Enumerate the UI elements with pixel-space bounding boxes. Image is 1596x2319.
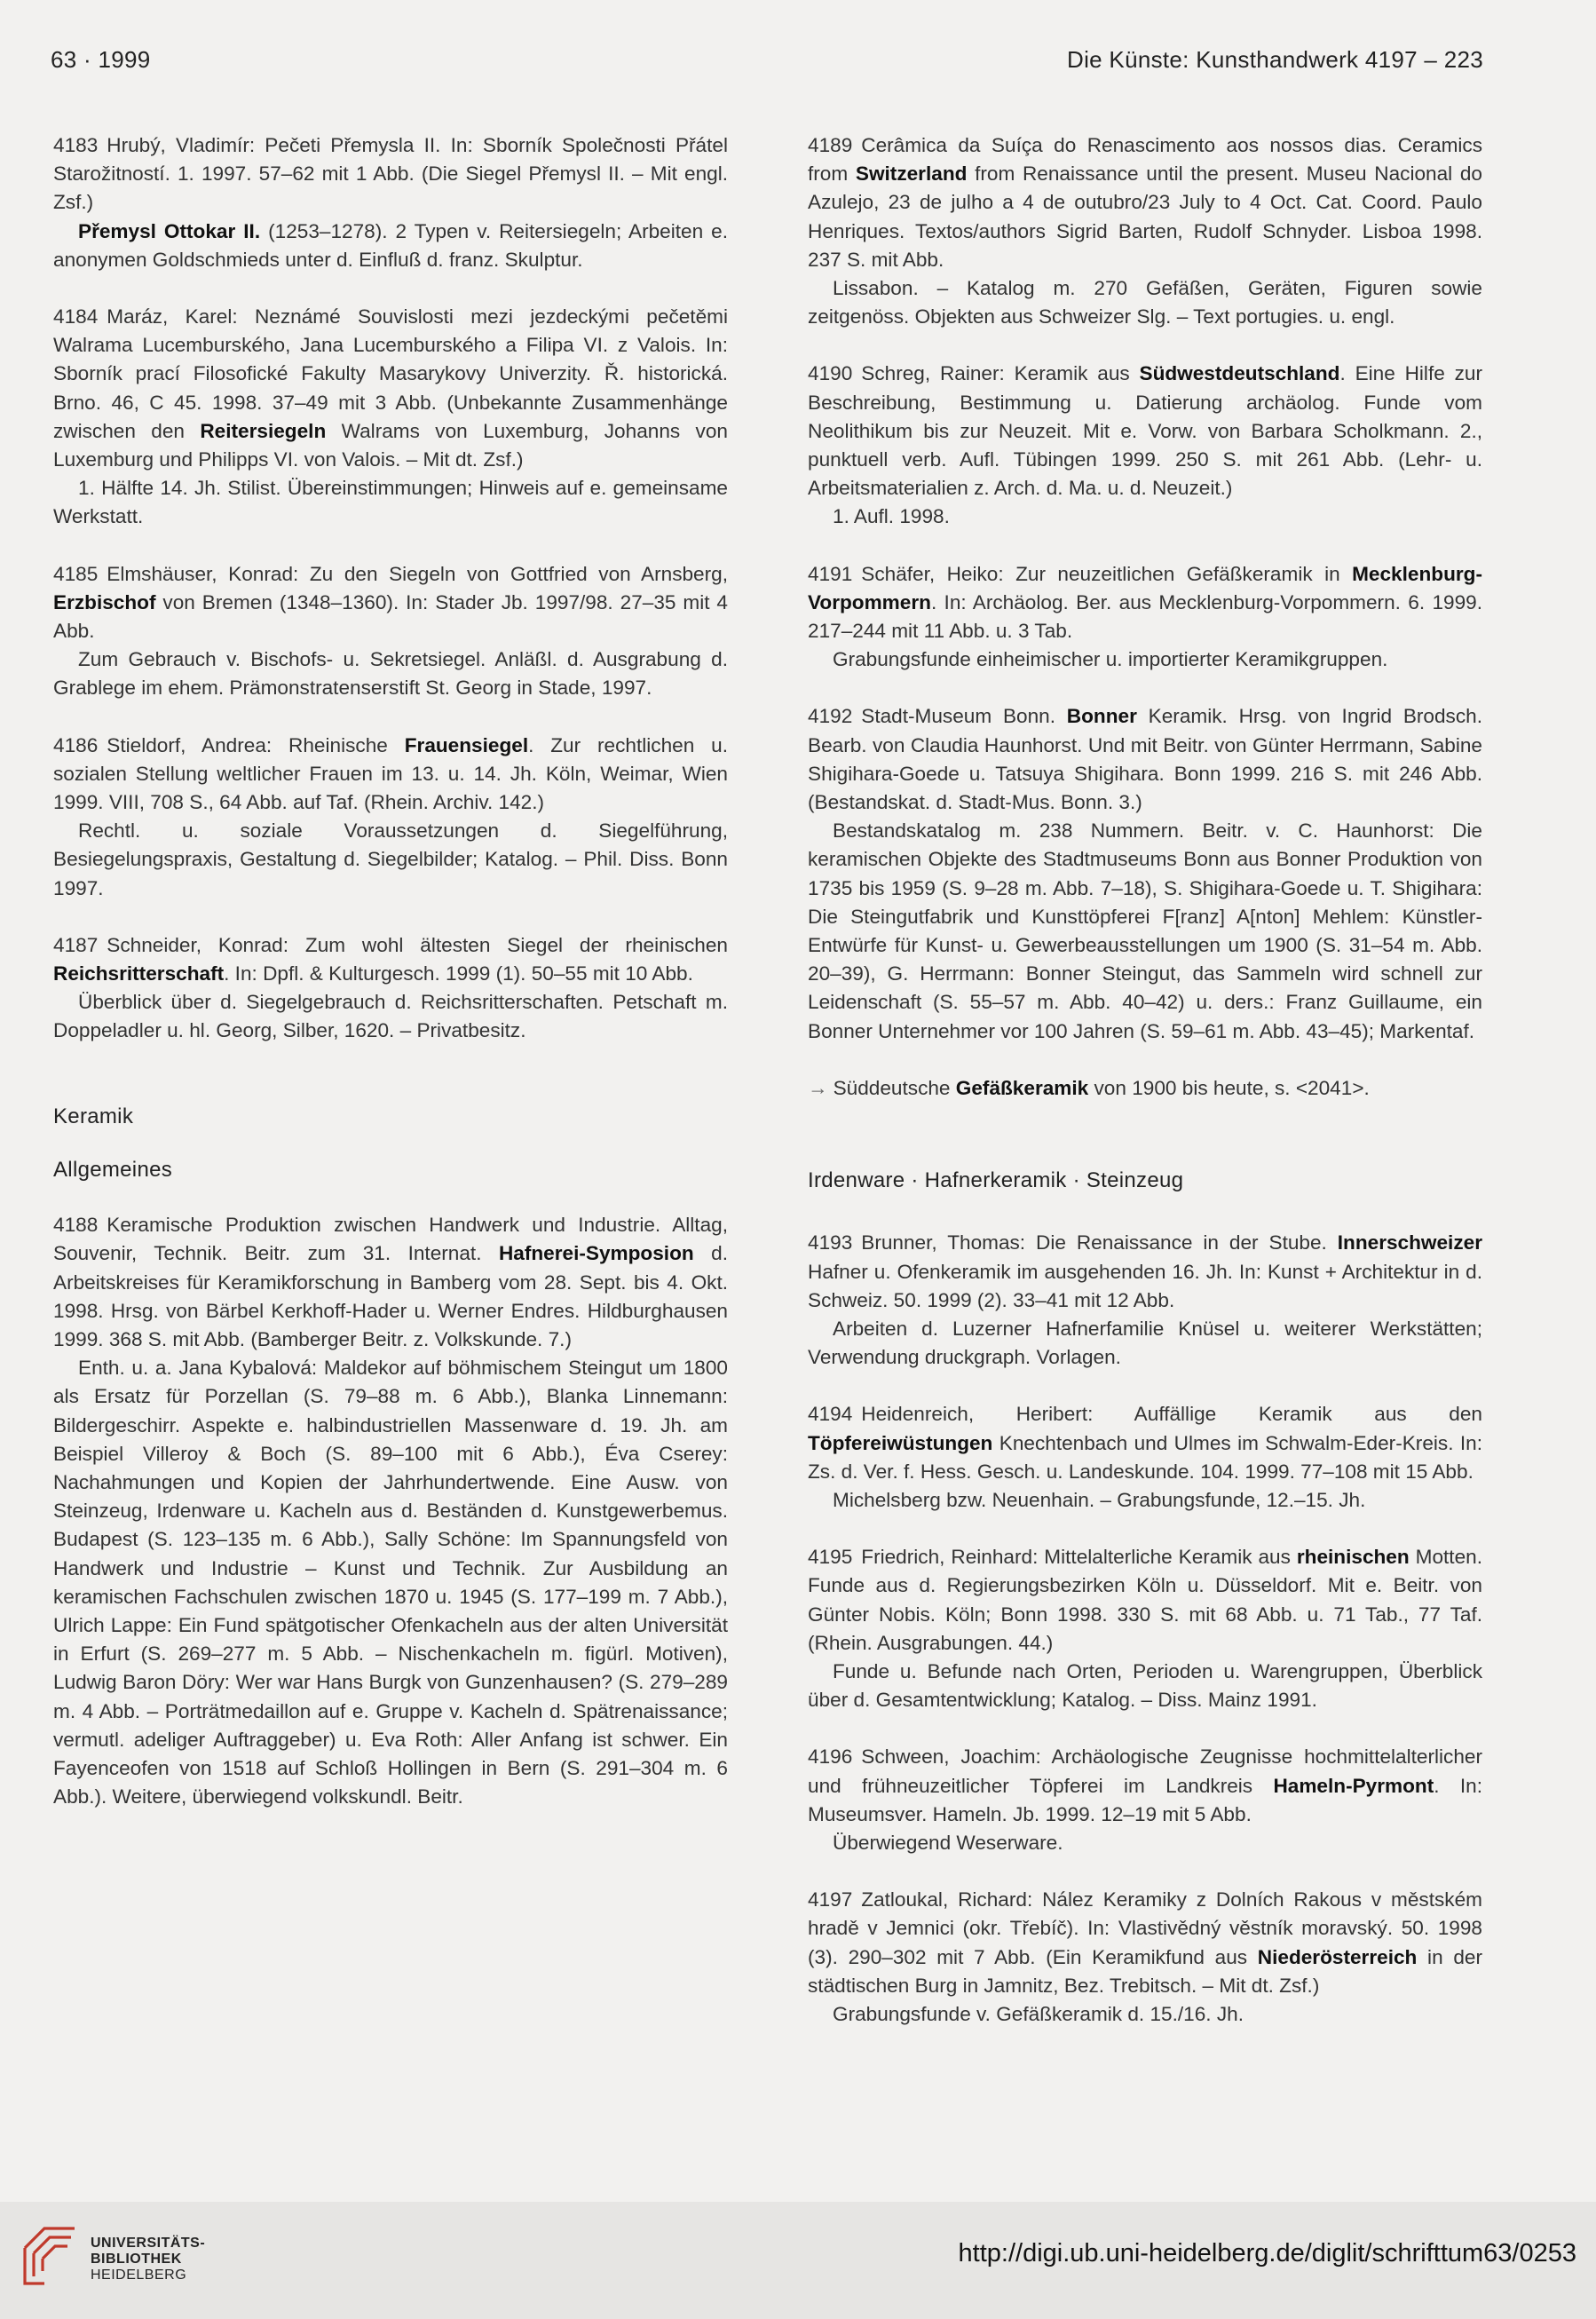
entry-number: 4193: [808, 1231, 853, 1254]
entry-number: 4192: [808, 705, 853, 728]
entry-citation: Schäfer, Heiko: Zur neuzeitlichen Gefäßkeramik in: [861, 562, 1353, 585]
entry-number: 4191: [808, 562, 853, 585]
entry-citation-end: . In: Museumsver. Hameln. Jb. 1999. 12–19 mit 5 Abb.: [808, 1774, 1482, 1825]
bib-entry-4191: [808, 560, 1482, 675]
entry-citation: Cerâmica da Suíça do Renascimento aos nossos dias. Ceramics from: [808, 134, 1482, 186]
entry-keyword: Reitersiegeln: [200, 419, 327, 442]
section-heading-keramik: Keramik: [53, 1104, 134, 1128]
bib-entry-4197: [808, 1886, 1482, 2029]
entry-keyword: Hafnerei-Symposion: [498, 1242, 694, 1265]
crossref-keyword: Gefäßkeramik: [955, 1076, 1089, 1099]
right-column: [808, 131, 1482, 2057]
entry-keyword: Südwestdeutschland: [1139, 362, 1340, 385]
entry-keyword: Innerschweizer: [1337, 1231, 1482, 1254]
entry-keyword: Niederösterreich: [1257, 1945, 1418, 1968]
entry-annotation: Überwiegend Weserware.: [833, 1831, 1063, 1854]
entry-annotation: Arbeiten d. Luzerner Hafnerfamilie Knüsel u. weiterer Werkstätten; Verwendung druckgraph. Vorlagen.: [808, 1317, 1482, 1369]
entry-annotation: Grabungsfunde v. Gefäßkeramik d. 15./16. Jh.: [833, 2002, 1244, 2025]
entry-annotation: Lissabon. – Katalog m. 270 Gefäßen, Geräten, Figuren sowie zeitgenöss. Objekten aus Schweizer Slg. – Text portugies. u. engl.: [808, 277, 1482, 328]
entry-annotation: Überblick über d. Siegelgebrauch d. Reichsritterschaften. Petschaft m. Doppeladler u. hl. Georg, Silber, 1620. – Privatbesitz.: [53, 991, 728, 1042]
entry-citation-end: Hafner u. Ofenkeramik im ausgehenden 16. Jh. In: Kunst + Architektur in d. Schweiz. 50. 1999 (2). 33–41 mit 12 Abb.: [808, 1260, 1482, 1311]
bib-entry-4183: [53, 131, 728, 274]
entry-number: 4194: [808, 1403, 853, 1426]
entry-citation-end: Motten. Funde aus d. Regierungsbezirken Köln u. Düsseldorf. Mit e. Beitr. von Günter Nobis. Köln; Bonn 1998. 330 S. mit 68 Abb. u. 71 Tab., 77 Taf. (Rhein. Ausgrabungen. 44.): [808, 1546, 1482, 1654]
entry-annotation: Enth. u. a. Jana Kybalová: Maldekor auf böhmischem Steingut um 1800 als Ersatz für Porzellan (S. 79–88 m. 6 Abb.), Blanka Linnemann: Bildergeschirr. Aspekte e. halbindustriellen Massenware d. 19. Jh. am Beispiel Villeroy & Boch (S. 89–100 mit 6 Abb.), Éva Cserey: Nachahmungen und Kopien der Jahrhundertwende. Eine Ausw. von Steinzeug, Irdenware u. Kacheln aus d. Beständen d. Kunstgewerbemus. Budapest (S. 123–135 m. 6 Abb.), Sally Schöne: Im Spannungsfeld von Handwerk und Industrie – Kunst und Technik. Zur Ausbildung an keramischen Fachschulen zwischen 1870 u. 1945 (S. 177–199 m. 7 Abb.), Ulrich Lappe: Ein Fund spätgotischer Ofenkacheln aus der alten Universität in Erfurt (S. 269–277 m. 5 Abb. – Nischenkacheln m. figürl. Motiven), Ludwig Baron Döry: Wer war Hans Burgk von Gunzenhausen? (S. 279–289 m. 4 Abb. – Porträtmedaillon auf e. Gruppe v. Kacheln d. Spätrenaissance; vermutl. adeliger Auftraggeber) u. Eva Roth: Aller Anfang ist schwer. Ein Fayenceofen von 1518 auf Schloß Hollingen in Bern (S. 291–304 m. 6 Abb.). Weitere, überwiegend volkskundl. Beitr.: [53, 1357, 728, 1809]
entry-annotation: Michelsberg bzw. Neuenhain. – Grabungsfunde, 12.–15. Jh.: [833, 1488, 1366, 1511]
entry-citation-end: in der städtischen Burg in Jamnitz, Bez. Trebitsch. – Mit dt. Zsf.): [808, 1945, 1482, 1997]
entry-citation: Stadt-Museum Bonn.: [861, 705, 1067, 728]
library-logo-icon: [18, 2221, 82, 2289]
entry-keyword: Hameln-Pyrmont: [1273, 1774, 1434, 1797]
entry-citation: Schween, Joachim: Archäologische Zeugnisse hochmittelalterlicher und frühneuzeitlicher Töpferei im Landkreis: [808, 1745, 1482, 1797]
entry-keyword: Mecklenburg-Vorpommern: [808, 562, 1482, 613]
library-name: [91, 2236, 205, 2283]
entry-annotation: 1. Hälfte 14. Jh. Stilist. Übereinstimmungen; Hinweis auf e. gemeinsame Werkstatt.: [53, 477, 728, 528]
entry-number: 4188: [53, 1214, 99, 1237]
bib-entry-4187: [53, 931, 728, 1046]
entry-keyword: Frauensiegel: [404, 733, 529, 756]
entry-citation: Schneider, Konrad: Zum wohl ältesten Siegel der rheinischen: [107, 933, 728, 956]
entry-keyword: rheinischen: [1296, 1546, 1410, 1569]
entry-number: 4186: [53, 733, 99, 756]
entry-citation: Zatloukal, Richard: Nález Keramiky z Dolních Rakous v městském hradě v Jemnici (okr. Třebíč). In: Vlastivědný věstník moravský. 50. 1998 (3). 290–302 mit 7 Abb. (Ein Keramikfund aus: [808, 1888, 1482, 1968]
entry-annotation: Rechtl. u. soziale Voraussetzungen d. Siegelführung, Besiegelungspraxis, Gestaltung d. Siegelbilder; Katalog. – Phil. Diss. Bonn 1997.: [53, 819, 728, 899]
library-name-line3: HEIDELBERG: [91, 2268, 187, 2283]
entry-number: 4183: [53, 134, 99, 156]
entry-number: 4189: [808, 134, 853, 156]
entry-citation: Keramische Produktion zwischen Handwerk und Industrie. Alltag, Souvenir, Technik. Beitr. zum 31. Internat.: [53, 1214, 728, 1265]
bib-entry-4185: [53, 560, 728, 703]
bib-entry-4194: [808, 1400, 1482, 1515]
bib-entry-4190: [808, 360, 1482, 531]
bib-entry-4196: [808, 1743, 1482, 1857]
left-column: [53, 131, 728, 1840]
bib-entry-4186: [53, 732, 728, 903]
entry-keyword: Erzbischof: [53, 590, 156, 613]
entry-citation: Schreg, Rainer: Keramik aus: [861, 362, 1140, 385]
entry-number: 4190: [808, 362, 853, 385]
entry-citation-end: d. Arbeitskreises für Keramikforschung in Bamberg vom 28. Sept. bis 4. Okt. 1998. Hrsg. von Bärbel Kerkhoff-Hader u. Werner Endres. Hildburghausen 1999. 368 S. mit Abb. (Bamberger Beitr. z. Volkskunde. 7.): [53, 1242, 728, 1350]
entry-annotation: 1. Aufl. 1998.: [833, 505, 950, 528]
entry-keyword: Töpfereiwüstungen: [808, 1431, 993, 1454]
entry-citation: Heidenreich, Heribert: Auffällige Keramik aus den: [861, 1403, 1482, 1426]
entry-citation-end: . In: Archäolog. Ber. aus Mecklenburg-Vorpommern. 6. 1999. 217–244 mit 11 Abb. u. 3 Tab.: [808, 590, 1482, 643]
running-head-left: 63 · 1999: [51, 46, 151, 73]
entry-number: 4197: [808, 1888, 853, 1911]
entry-citation: Elmshäuser, Konrad: Zu den Siegeln von Gottfried von Arnsberg,: [107, 562, 728, 585]
entry-annotation: Funde u. Befunde nach Orten, Perioden u. Warengruppen, Überblick über d. Gesamtentwicklung; Katalog. – Diss. Mainz 1991.: [808, 1659, 1482, 1712]
library-name-line1: UNIVERSITÄTS-: [91, 2236, 206, 2251]
entry-citation-end: . Zur rechtlichen u. sozialen Stellung weltlicher Frauen im 13. u. 14. Jh. Köln, Weimar, Wien 1999. VIII, 708 S., 64 Abb. auf Taf. (Rhein. Archiv. 142.): [53, 733, 728, 814]
entry-citation: Stieldorf, Andrea: Rheinische: [107, 733, 405, 756]
entry-citation-end: . Eine Hilfe zur Beschreibung, Bestimmung u. Datierung archäolog. Funde vom Neolithikum bis zur Neuzeit. Mit e. Vorw. von Barbara Scholkmann. 2., punktuell verb. Aufl. Tübingen 1999. 250 S. mit 261 Abb. (Lehr- u. Arbeitsmaterialien z. Arch. d. Ma. u. d. Neuzeit.): [808, 362, 1482, 500]
entry-number: 4187: [53, 933, 99, 956]
entry-number: 4195: [808, 1546, 853, 1569]
entry-number: 4196: [808, 1745, 853, 1769]
bib-entry-4192: [808, 702, 1482, 1045]
library-name-line2: BIBLIOTHEK: [91, 2252, 182, 2267]
entry-citation: Hrubý, Vladimír: Pečeti Přemysla II. In: Sborník Společnosti Přátel Starožitností. 1. 1997. 57–62 mit 1 Abb. (Die Siegel Přemysl II. – Mit engl. Zsf.): [53, 134, 728, 214]
entry-annotation: Grabungsfunde einheimischer u. importierter Keramikgruppen.: [833, 648, 1388, 671]
entry-number: 4184: [53, 305, 99, 328]
subsection-heading-allgemeines: Allgemeines: [53, 1157, 173, 1182]
entry-citation: Maráz, Karel: Neznámé Souvislosti mezi jezdeckými pečetěmi Walrama Lucemburského, Jana Lucemburského a Filipa VI. z Valois. In: Sborník prací Filosofické Fakulty Masarykovy Univerzity. Ř. historická. Brno. 46, C 45. 1998. 37–49 mit 3 Abb. (Unbekannte Zusammenhänge zwischen den: [53, 305, 728, 442]
entry-annotation: Bestandskatalog m. 238 Nummern. Beitr. v. C. Haunhorst: Die keramischen Objekte des Stadtmuseums Bonn aus Bonner Produktion von 1735 bis 1959 (S. 9–28 m. Abb. 7–18), S. Shigihara-Goede u. T. Shigihara: Die Steingutfabrik und Kunsttöpferei F[ranz] A[nton] Mehlem: Künstler-Entwürfe für Kunst- u. Gewerbeausstellungen um 1900 (S. 31–54 m. Abb. 20–39), G. Herrmann: Bonner Steingut, das Sammeln wird schnell zur Leidenschaft (S. 55–57 m. Abb. 40–42) u. ders.: Franz Guillaume, ein Bonner Unternehmer vor 100 Jahren (S. 59–61 m. Abb. 43–45); Markentaf.: [808, 819, 1482, 1042]
entry-keyword: Reichsritterschaft: [53, 962, 225, 985]
crossref-text: Süddeutsche: [833, 1076, 956, 1099]
entry-citation-end: von Bremen (1348–1360). In: Stader Jb. 1997/98. 27–35 mit 4 Abb.: [53, 590, 728, 643]
entry-citation: Friedrich, Reinhard: Mittelalterliche Keramik aus: [861, 1546, 1297, 1569]
bib-entry-4188: [53, 1211, 728, 1811]
entry-citation-end: . In: Dpfl. & Kulturgesch. 1999 (1). 50–55 mit 10 Abb.: [224, 962, 693, 985]
entry-citation-end: Walrams von Luxemburg, Johanns von Luxemburg und Philipps VI. von Valois. – Mit dt. Zsf.): [53, 419, 728, 471]
permalink-url[interactable]: http://digi.ub.uni-heidelberg.de/diglit/schrifttum63/0253: [958, 2239, 1576, 2268]
bib-entry-4184: [53, 303, 728, 532]
entry-keyword: Switzerland: [855, 162, 968, 186]
entry-annotation: Zum Gebrauch v. Bischofs- u. Sekretsiegel. Anläßl. d. Ausgrabung d. Grablege im ehem. Prämonstratenserstift St. Georg in Stade, 1997.: [53, 648, 728, 700]
entry-number: 4185: [53, 562, 99, 585]
arrow-right-icon: →: [808, 1076, 828, 1099]
digitization-footer: [0, 2202, 1596, 2319]
bib-entry-4193: [808, 1229, 1482, 1372]
entry-citation-end: Keramik. Hrsg. von Ingrid Brodsch. Bearb. von Claudia Haunhorst. Und mit Beitr. von Günter Herrmann, Sabine Shigihara-Goede u. Tatsuya Shigihara. Bonn 1999. 216 S. mit 246 Abb. (Bestandskat. d. Stadt-Mus. Bonn. 3.): [808, 705, 1482, 814]
entry-citation: Brunner, Thomas: Die Renaissance in der Stube.: [861, 1231, 1338, 1254]
bib-entry-4195: [808, 1543, 1482, 1714]
entry-citation-end: from Renaissance until the present. Museu Nacional do Azulejo, 23 de julho a 4 de outubro/23 July to 4 Oct. Cat. Coord. Paulo Henriques. Textos/authors Sigrid Barten, Rudolf Schnyder. Lisboa 1998. 237 S. mit Abb.: [808, 162, 1482, 271]
entry-annotation: (1253–1278). 2 Typen v. Reitersiegeln; Arbeiten e. anonymen Goldschmieds unter d. Einfluß d. franz. Skulptur.: [53, 219, 728, 271]
cross-reference: [808, 1074, 1482, 1103]
entry-keyword: Přemysl Ottokar II.: [78, 219, 261, 242]
entry-keyword: Bonner: [1066, 705, 1137, 728]
crossref-text-end: von 1900 bis heute, s. <2041>.: [1088, 1076, 1370, 1099]
running-head-right: Die Künste: Kunsthandwerk 4197 – 223: [1067, 46, 1483, 73]
entry-citation-end: Knechtenbach und Ulmes im Schwalm-Eder-Kreis. In: Zs. d. Ver. f. Hess. Gesch. u. Landeskunde. 104. 1999. 77–108 mit 15 Abb.: [808, 1431, 1482, 1483]
subsection-heading-irdenware: Irdenware · Hafnerkeramik · Steinzeug: [808, 1168, 1184, 1193]
bib-entry-4189: [808, 131, 1482, 331]
